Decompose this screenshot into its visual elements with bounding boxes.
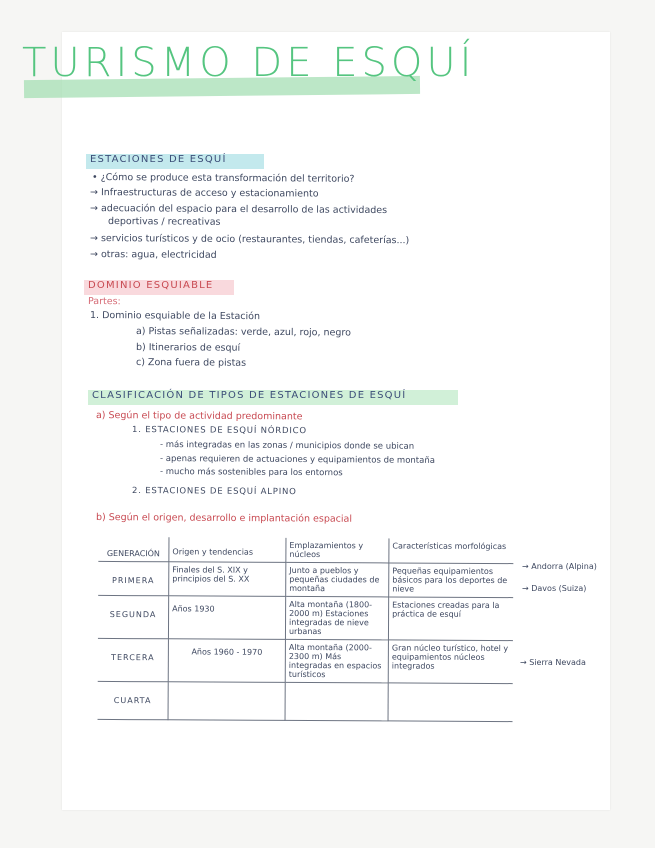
section2-item: 1. Dominio esquiable de la Estación bbox=[89, 310, 261, 323]
section1-item: → servicios turísticos y de ocio (restaurantes, tiendas, cafeterías...) bbox=[89, 233, 410, 247]
table-header: Características morfológicas bbox=[389, 538, 514, 563]
section3-item: - mucho más sostenibles para los entornos bbox=[159, 467, 343, 479]
table-cell bbox=[285, 682, 388, 721]
table-cell: PRIMERA bbox=[98, 561, 169, 595]
section3-item: 1. ESTACIONES DE ESQUÍ NÓRDICO bbox=[131, 425, 307, 437]
table-cell: Finales del S. XIX y principios del S. XX bbox=[169, 562, 286, 597]
section2-item: c) Zona fuera de pistas bbox=[135, 357, 247, 369]
section1-item: → otras: agua, electricidad bbox=[89, 249, 217, 261]
side-note: → Sierra Nevada bbox=[520, 658, 586, 667]
table-row bbox=[98, 681, 513, 721]
table-cell: SEGUNDA bbox=[98, 595, 169, 638]
section2-heading: DOMINIO ESQUIABLE bbox=[88, 280, 214, 291]
section2-sub: Partes: bbox=[87, 296, 121, 308]
table-row bbox=[98, 595, 513, 640]
section1-item: → Infraestructuras de acceso y estacionamiento bbox=[89, 187, 319, 200]
page-title: TURISMO DE ESQUÍ bbox=[22, 40, 476, 86]
table-cell: Alta montaña (1800-2000 m) Estaciones integradas de nieve urbanas bbox=[285, 596, 388, 640]
section2-item: a) Pistas señalizadas: verde, azul, rojo, negro bbox=[135, 326, 351, 339]
table-cell: Junto a pueblos y pequeñas ciudades de montaña bbox=[286, 562, 389, 597]
section2-item: b) Itinerarios de esquí bbox=[135, 342, 241, 354]
side-note: → Davos (Suiza) bbox=[522, 584, 587, 593]
section3-item: 2. ESTACIONES DE ESQUÍ ALPINO bbox=[131, 486, 297, 498]
section1-heading: ESTACIONES DE ESQUÍ bbox=[90, 154, 227, 165]
table-cell: Pequeñas equipamientos básicos para los deportes de nieve bbox=[389, 563, 514, 598]
section1-item: → adecuación del espacio para el desarrollo de las actividades bbox=[89, 203, 388, 217]
table-row bbox=[98, 561, 513, 597]
side-note: → Andorra (Alpina) bbox=[522, 562, 597, 571]
table-cell: CUARTA bbox=[98, 681, 169, 719]
section3-sub-a: a) Según el tipo de actividad predominante bbox=[95, 410, 303, 423]
generations-table bbox=[98, 537, 514, 722]
table-cell bbox=[388, 683, 513, 722]
table-cell: Años 1930 bbox=[168, 596, 285, 640]
section3-item: - más integradas en las zonas / municipios donde se ubican bbox=[159, 440, 415, 452]
section1-item: deportivas / recreativas bbox=[107, 216, 221, 228]
section1-item: • ¿Cómo se produce esta transformación del territorio? bbox=[91, 172, 355, 185]
section3-item: - apenas requieren de actuaciones y equipamientos de montaña bbox=[159, 454, 435, 466]
section3-heading: CLASIFICACIÓN DE TIPOS DE ESTACIONES DE ESQUÍ bbox=[92, 390, 407, 401]
table-cell: Estaciones creadas para la práctica de esquí bbox=[388, 597, 513, 641]
table-cell: Alta montaña (2000-2300 m) Más integradas en espacios turísticos bbox=[285, 639, 388, 683]
table-header: GENERACIÓN bbox=[98, 537, 169, 562]
section3-sub-b: b) Según el origen, desarrollo e implantación espacial bbox=[95, 512, 353, 525]
table-cell: Gran núcleo turístico, hotel y equipamientos núcleos integrados bbox=[388, 640, 513, 684]
table-row bbox=[98, 638, 513, 683]
table-header: Origen y tendencias bbox=[169, 537, 286, 562]
table-cell bbox=[168, 682, 285, 721]
table-cell: TERCERA bbox=[98, 638, 169, 681]
table-cell: Años 1960 - 1970 bbox=[168, 639, 285, 683]
table-header: Emplazamientos y núcleos bbox=[286, 538, 389, 563]
